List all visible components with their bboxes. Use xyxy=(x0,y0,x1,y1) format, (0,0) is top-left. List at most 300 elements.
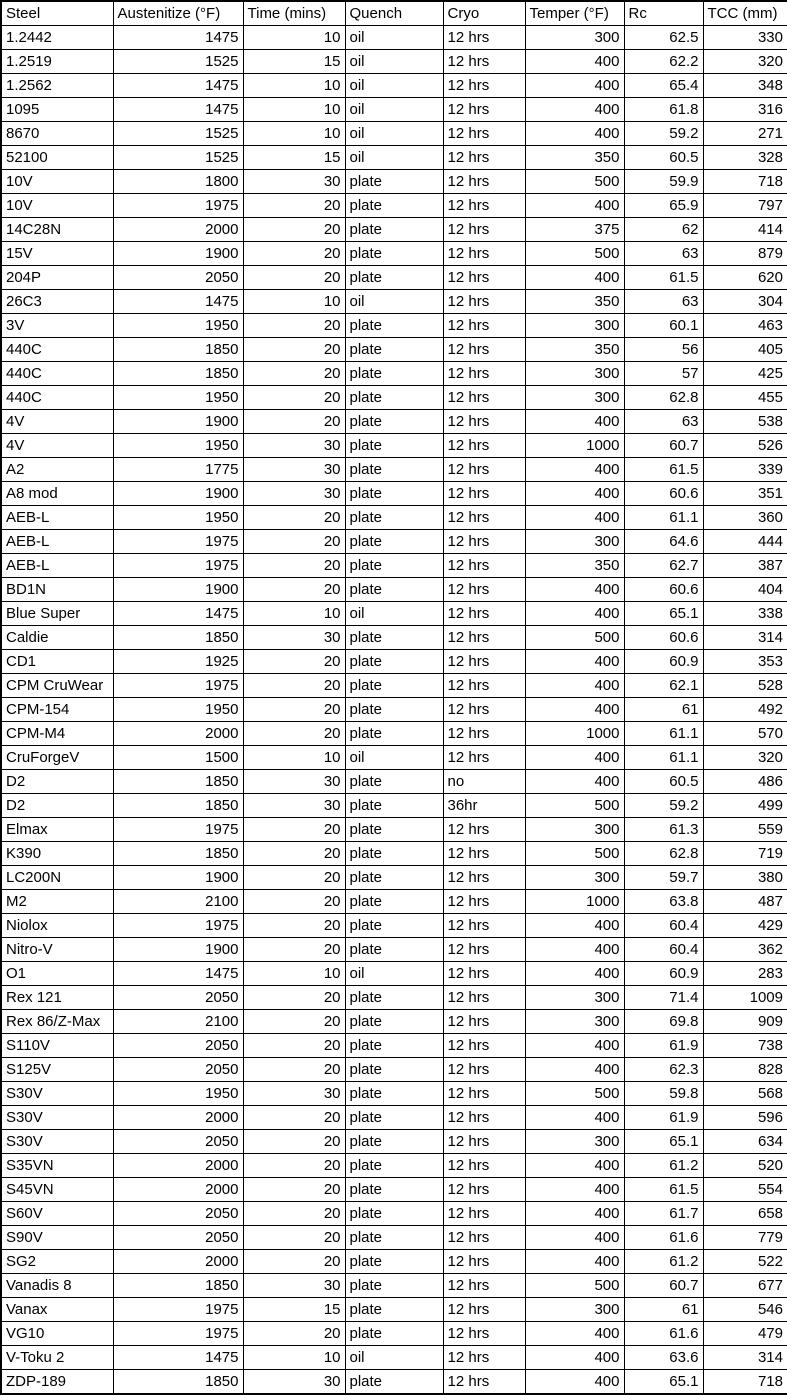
cell-steel: 1.2442 xyxy=(1,26,113,50)
cell-quench: oil xyxy=(345,962,443,986)
cell-austenitize: 1900 xyxy=(113,482,243,506)
cell-quench: plate xyxy=(345,266,443,290)
cell-time: 20 xyxy=(243,410,345,434)
cell-rc: 61.5 xyxy=(624,266,703,290)
table-row xyxy=(1,1322,787,1346)
table-row xyxy=(1,650,787,674)
cell-steel: S30V xyxy=(1,1130,113,1154)
cell-steel: Nitro-V xyxy=(1,938,113,962)
cell-tcc: 304 xyxy=(703,290,787,314)
cell-rc: 60.7 xyxy=(624,1274,703,1298)
cell-temper: 350 xyxy=(525,146,624,170)
cell-tcc: 559 xyxy=(703,818,787,842)
cell-steel: Rex 121 xyxy=(1,986,113,1010)
cell-austenitize: 1850 xyxy=(113,1274,243,1298)
cell-rc: 61.1 xyxy=(624,722,703,746)
cell-rc: 59.2 xyxy=(624,122,703,146)
cell-tcc: 634 xyxy=(703,1130,787,1154)
cell-steel: Vanax xyxy=(1,1298,113,1322)
cell-austenitize: 2050 xyxy=(113,1130,243,1154)
cell-rc: 59.8 xyxy=(624,1082,703,1106)
cell-austenitize: 1900 xyxy=(113,938,243,962)
cell-austenitize: 1950 xyxy=(113,386,243,410)
cell-quench: plate xyxy=(345,1010,443,1034)
cell-rc: 60.4 xyxy=(624,914,703,938)
cell-time: 30 xyxy=(243,1082,345,1106)
cell-rc: 60.7 xyxy=(624,434,703,458)
cell-tcc: 314 xyxy=(703,626,787,650)
cell-rc: 61.1 xyxy=(624,746,703,770)
cell-tcc: 316 xyxy=(703,98,787,122)
table-row xyxy=(1,602,787,626)
cell-time: 20 xyxy=(243,1322,345,1346)
cell-temper: 400 xyxy=(525,410,624,434)
cell-austenitize: 1850 xyxy=(113,770,243,794)
cell-quench: oil xyxy=(345,122,443,146)
cell-rc: 63 xyxy=(624,290,703,314)
table-row xyxy=(1,1058,787,1082)
cell-time: 20 xyxy=(243,218,345,242)
cell-time: 20 xyxy=(243,842,345,866)
cell-austenitize: 2050 xyxy=(113,986,243,1010)
cell-time: 30 xyxy=(243,434,345,458)
cell-steel: CruForgeV xyxy=(1,746,113,770)
table-row xyxy=(1,1370,787,1395)
column-header-quench: Quench xyxy=(345,1,443,26)
cell-steel: Blue Super xyxy=(1,602,113,626)
cell-temper: 500 xyxy=(525,1274,624,1298)
cell-rc: 61.9 xyxy=(624,1034,703,1058)
cell-steel: 440C xyxy=(1,362,113,386)
cell-rc: 65.9 xyxy=(624,194,703,218)
table-row xyxy=(1,578,787,602)
cell-rc: 61.8 xyxy=(624,98,703,122)
cell-time: 30 xyxy=(243,1274,345,1298)
table-row xyxy=(1,866,787,890)
cell-tcc: 271 xyxy=(703,122,787,146)
cell-cryo: 12 hrs xyxy=(443,194,525,218)
table-row xyxy=(1,530,787,554)
cell-austenitize: 1850 xyxy=(113,362,243,386)
table-row xyxy=(1,1226,787,1250)
cell-temper: 300 xyxy=(525,1010,624,1034)
cell-cryo: 12 hrs xyxy=(443,938,525,962)
cell-rc: 62.1 xyxy=(624,674,703,698)
cell-temper: 400 xyxy=(525,1178,624,1202)
cell-steel: 3V xyxy=(1,314,113,338)
cell-steel: 10V xyxy=(1,170,113,194)
cell-quench: plate xyxy=(345,194,443,218)
cell-time: 20 xyxy=(243,1034,345,1058)
table-row xyxy=(1,410,787,434)
cell-time: 30 xyxy=(243,458,345,482)
cell-cryo: 12 hrs xyxy=(443,1370,525,1395)
cell-tcc: 520 xyxy=(703,1154,787,1178)
cell-time: 20 xyxy=(243,1202,345,1226)
cell-cryo: 12 hrs xyxy=(443,1202,525,1226)
cell-tcc: 330 xyxy=(703,26,787,50)
cell-time: 20 xyxy=(243,818,345,842)
cell-quench: plate xyxy=(345,1058,443,1082)
table-row xyxy=(1,74,787,98)
cell-rc: 60.6 xyxy=(624,626,703,650)
cell-steel: 4V xyxy=(1,410,113,434)
cell-cryo: 12 hrs xyxy=(443,434,525,458)
cell-quench: plate xyxy=(345,1154,443,1178)
cell-rc: 60.1 xyxy=(624,314,703,338)
cell-austenitize: 1900 xyxy=(113,578,243,602)
cell-austenitize: 2000 xyxy=(113,1250,243,1274)
cell-tcc: 738 xyxy=(703,1034,787,1058)
cell-temper: 400 xyxy=(525,122,624,146)
cell-rc: 61.2 xyxy=(624,1250,703,1274)
cell-austenitize: 1850 xyxy=(113,626,243,650)
cell-cryo: 12 hrs xyxy=(443,1010,525,1034)
cell-cryo: 12 hrs xyxy=(443,578,525,602)
cell-cryo: 12 hrs xyxy=(443,242,525,266)
cell-cryo: 12 hrs xyxy=(443,698,525,722)
cell-cryo: 12 hrs xyxy=(443,962,525,986)
table-row xyxy=(1,338,787,362)
cell-temper: 1000 xyxy=(525,890,624,914)
cell-austenitize: 2000 xyxy=(113,218,243,242)
cell-rc: 63.6 xyxy=(624,1346,703,1370)
cell-cryo: 12 hrs xyxy=(443,986,525,1010)
cell-temper: 400 xyxy=(525,962,624,986)
cell-tcc: 879 xyxy=(703,242,787,266)
cell-time: 10 xyxy=(243,962,345,986)
cell-cryo: 12 hrs xyxy=(443,1274,525,1298)
cell-time: 20 xyxy=(243,674,345,698)
table-row xyxy=(1,698,787,722)
cell-cryo: 12 hrs xyxy=(443,866,525,890)
cell-quench: plate xyxy=(345,338,443,362)
table-row xyxy=(1,98,787,122)
cell-temper: 500 xyxy=(525,170,624,194)
cell-steel: Niolox xyxy=(1,914,113,938)
cell-tcc: 522 xyxy=(703,1250,787,1274)
cell-cryo: 12 hrs xyxy=(443,218,525,242)
cell-rc: 60.9 xyxy=(624,962,703,986)
cell-quench: plate xyxy=(345,434,443,458)
cell-steel: 440C xyxy=(1,386,113,410)
cell-temper: 400 xyxy=(525,914,624,938)
cell-austenitize: 1950 xyxy=(113,434,243,458)
table-row xyxy=(1,1130,787,1154)
table-row xyxy=(1,1034,787,1058)
table-row xyxy=(1,1250,787,1274)
cell-time: 20 xyxy=(243,1250,345,1274)
column-header-austenitize: Austenitize (°F) xyxy=(113,1,243,26)
cell-steel: 8670 xyxy=(1,122,113,146)
cell-temper: 400 xyxy=(525,1106,624,1130)
cell-tcc: 538 xyxy=(703,410,787,434)
cell-temper: 400 xyxy=(525,98,624,122)
cell-austenitize: 2100 xyxy=(113,890,243,914)
table-row xyxy=(1,218,787,242)
cell-rc: 59.2 xyxy=(624,794,703,818)
cell-austenitize: 1975 xyxy=(113,1322,243,1346)
cell-cryo: 12 hrs xyxy=(443,1322,525,1346)
cell-time: 30 xyxy=(243,626,345,650)
cell-rc: 69.8 xyxy=(624,1010,703,1034)
table-row xyxy=(1,506,787,530)
cell-time: 20 xyxy=(243,530,345,554)
cell-tcc: 328 xyxy=(703,146,787,170)
cell-quench: oil xyxy=(345,746,443,770)
cell-cryo: 12 hrs xyxy=(443,50,525,74)
table-row xyxy=(1,770,787,794)
cell-austenitize: 2000 xyxy=(113,722,243,746)
cell-steel: M2 xyxy=(1,890,113,914)
cell-austenitize: 1775 xyxy=(113,458,243,482)
cell-tcc: 455 xyxy=(703,386,787,410)
cell-tcc: 1009 xyxy=(703,986,787,1010)
cell-tcc: 387 xyxy=(703,554,787,578)
table-row xyxy=(1,1298,787,1322)
cell-temper: 400 xyxy=(525,602,624,626)
cell-austenitize: 2000 xyxy=(113,1154,243,1178)
cell-tcc: 568 xyxy=(703,1082,787,1106)
cell-rc: 65.1 xyxy=(624,1370,703,1395)
cell-quench: plate xyxy=(345,722,443,746)
cell-time: 20 xyxy=(243,1154,345,1178)
cell-quench: plate xyxy=(345,1250,443,1274)
cell-rc: 64.6 xyxy=(624,530,703,554)
cell-steel: 1.2519 xyxy=(1,50,113,74)
cell-quench: plate xyxy=(345,386,443,410)
cell-austenitize: 1975 xyxy=(113,914,243,938)
cell-quench: plate xyxy=(345,1298,443,1322)
column-header-cryo: Cryo xyxy=(443,1,525,26)
cell-cryo: 12 hrs xyxy=(443,170,525,194)
table-row xyxy=(1,458,787,482)
cell-steel: 204P xyxy=(1,266,113,290)
cell-tcc: 425 xyxy=(703,362,787,386)
cell-cryo: 12 hrs xyxy=(443,266,525,290)
cell-quench: plate xyxy=(345,674,443,698)
cell-steel: S45VN xyxy=(1,1178,113,1202)
cell-rc: 71.4 xyxy=(624,986,703,1010)
cell-temper: 1000 xyxy=(525,434,624,458)
cell-austenitize: 2050 xyxy=(113,1034,243,1058)
table-row xyxy=(1,1274,787,1298)
cell-time: 20 xyxy=(243,1178,345,1202)
cell-cryo: 12 hrs xyxy=(443,98,525,122)
cell-tcc: 486 xyxy=(703,770,787,794)
cell-cryo: 12 hrs xyxy=(443,362,525,386)
cell-rc: 61.6 xyxy=(624,1226,703,1250)
cell-time: 10 xyxy=(243,98,345,122)
cell-tcc: 339 xyxy=(703,458,787,482)
cell-rc: 60.4 xyxy=(624,938,703,962)
cell-austenitize: 2050 xyxy=(113,1202,243,1226)
table-row xyxy=(1,890,787,914)
cell-quench: oil xyxy=(345,146,443,170)
cell-tcc: 596 xyxy=(703,1106,787,1130)
cell-quench: plate xyxy=(345,218,443,242)
cell-cryo: 12 hrs xyxy=(443,1130,525,1154)
cell-rc: 61.1 xyxy=(624,506,703,530)
cell-rc: 60.9 xyxy=(624,650,703,674)
cell-tcc: 479 xyxy=(703,1322,787,1346)
cell-austenitize: 2100 xyxy=(113,1010,243,1034)
cell-quench: plate xyxy=(345,554,443,578)
cell-temper: 400 xyxy=(525,1154,624,1178)
cell-tcc: 353 xyxy=(703,650,787,674)
cell-austenitize: 1475 xyxy=(113,26,243,50)
cell-quench: plate xyxy=(345,1322,443,1346)
cell-rc: 61.2 xyxy=(624,1154,703,1178)
cell-cryo: 12 hrs xyxy=(443,458,525,482)
table-row xyxy=(1,314,787,338)
cell-steel: 15V xyxy=(1,242,113,266)
cell-temper: 400 xyxy=(525,578,624,602)
cell-tcc: 380 xyxy=(703,866,787,890)
cell-cryo: 12 hrs xyxy=(443,554,525,578)
cell-cryo: 12 hrs xyxy=(443,1058,525,1082)
cell-temper: 500 xyxy=(525,626,624,650)
cell-austenitize: 1975 xyxy=(113,554,243,578)
cell-steel: O1 xyxy=(1,962,113,986)
cell-steel: VG10 xyxy=(1,1322,113,1346)
cell-austenitize: 1525 xyxy=(113,50,243,74)
cell-cryo: 12 hrs xyxy=(443,1346,525,1370)
cell-temper: 300 xyxy=(525,386,624,410)
table-row xyxy=(1,938,787,962)
cell-quench: plate xyxy=(345,1370,443,1395)
cell-quench: plate xyxy=(345,482,443,506)
table-row xyxy=(1,842,787,866)
cell-quench: plate xyxy=(345,458,443,482)
table-row xyxy=(1,986,787,1010)
cell-temper: 400 xyxy=(525,746,624,770)
cell-cryo: 12 hrs xyxy=(443,74,525,98)
cell-tcc: 620 xyxy=(703,266,787,290)
table-row xyxy=(1,26,787,50)
cell-steel: 4V xyxy=(1,434,113,458)
cell-time: 20 xyxy=(243,386,345,410)
cell-quench: oil xyxy=(345,290,443,314)
cell-quench: plate xyxy=(345,362,443,386)
cell-temper: 300 xyxy=(525,1130,624,1154)
cell-time: 20 xyxy=(243,1010,345,1034)
cell-austenitize: 1975 xyxy=(113,674,243,698)
cell-tcc: 797 xyxy=(703,194,787,218)
cell-cryo: 12 hrs xyxy=(443,674,525,698)
cell-quench: plate xyxy=(345,1130,443,1154)
cell-time: 10 xyxy=(243,1346,345,1370)
cell-rc: 60.6 xyxy=(624,482,703,506)
cell-quench: plate xyxy=(345,1034,443,1058)
cell-quench: plate xyxy=(345,1202,443,1226)
cell-time: 10 xyxy=(243,746,345,770)
table-row xyxy=(1,722,787,746)
cell-rc: 59.9 xyxy=(624,170,703,194)
cell-temper: 500 xyxy=(525,842,624,866)
table-row xyxy=(1,818,787,842)
cell-austenitize: 1950 xyxy=(113,698,243,722)
cell-time: 20 xyxy=(243,1226,345,1250)
table-row xyxy=(1,1082,787,1106)
cell-quench: oil xyxy=(345,26,443,50)
cell-steel: V-Toku 2 xyxy=(1,1346,113,1370)
cell-steel: 10V xyxy=(1,194,113,218)
cell-steel: S110V xyxy=(1,1034,113,1058)
cell-quench: plate xyxy=(345,650,443,674)
cell-time: 10 xyxy=(243,26,345,50)
cell-austenitize: 1950 xyxy=(113,314,243,338)
cell-time: 15 xyxy=(243,50,345,74)
cell-steel: S30V xyxy=(1,1082,113,1106)
cell-cryo: 12 hrs xyxy=(443,1250,525,1274)
cell-austenitize: 1975 xyxy=(113,1298,243,1322)
cell-cryo: 12 hrs xyxy=(443,602,525,626)
cell-temper: 375 xyxy=(525,218,624,242)
cell-temper: 1000 xyxy=(525,722,624,746)
cell-rc: 61.6 xyxy=(624,1322,703,1346)
cell-temper: 500 xyxy=(525,1082,624,1106)
cell-tcc: 546 xyxy=(703,1298,787,1322)
cell-tcc: 570 xyxy=(703,722,787,746)
cell-steel: CPM CruWear xyxy=(1,674,113,698)
cell-quench: plate xyxy=(345,578,443,602)
cell-austenitize: 1475 xyxy=(113,74,243,98)
cell-temper: 500 xyxy=(525,794,624,818)
table-row xyxy=(1,482,787,506)
cell-austenitize: 1500 xyxy=(113,746,243,770)
cell-austenitize: 1975 xyxy=(113,818,243,842)
cell-time: 10 xyxy=(243,122,345,146)
cell-austenitize: 1475 xyxy=(113,602,243,626)
cell-time: 30 xyxy=(243,770,345,794)
cell-austenitize: 1800 xyxy=(113,170,243,194)
cell-cryo: 12 hrs xyxy=(443,506,525,530)
cell-steel: S30V xyxy=(1,1106,113,1130)
cell-austenitize: 1475 xyxy=(113,98,243,122)
cell-rc: 60.5 xyxy=(624,146,703,170)
cell-austenitize: 1475 xyxy=(113,1346,243,1370)
cell-steel: CPM-154 xyxy=(1,698,113,722)
cell-temper: 400 xyxy=(525,1346,624,1370)
cell-time: 20 xyxy=(243,314,345,338)
cell-time: 20 xyxy=(243,914,345,938)
cell-temper: 300 xyxy=(525,1298,624,1322)
cell-rc: 61.5 xyxy=(624,1178,703,1202)
cell-tcc: 338 xyxy=(703,602,787,626)
cell-austenitize: 2000 xyxy=(113,1106,243,1130)
cell-cryo: 12 hrs xyxy=(443,1106,525,1130)
cell-cryo: 12 hrs xyxy=(443,338,525,362)
cell-steel: 1.2562 xyxy=(1,74,113,98)
cell-temper: 300 xyxy=(525,818,624,842)
cell-quench: plate xyxy=(345,1274,443,1298)
table-row xyxy=(1,434,787,458)
cell-austenitize: 1525 xyxy=(113,122,243,146)
cell-temper: 300 xyxy=(525,314,624,338)
cell-steel: Rex 86/Z-Max xyxy=(1,1010,113,1034)
cell-time: 20 xyxy=(243,986,345,1010)
cell-temper: 500 xyxy=(525,242,624,266)
cell-temper: 400 xyxy=(525,50,624,74)
table-row xyxy=(1,554,787,578)
cell-temper: 400 xyxy=(525,506,624,530)
cell-tcc: 526 xyxy=(703,434,787,458)
cell-steel: K390 xyxy=(1,842,113,866)
cell-austenitize: 1900 xyxy=(113,866,243,890)
cell-rc: 62.3 xyxy=(624,1058,703,1082)
cell-temper: 400 xyxy=(525,1034,624,1058)
